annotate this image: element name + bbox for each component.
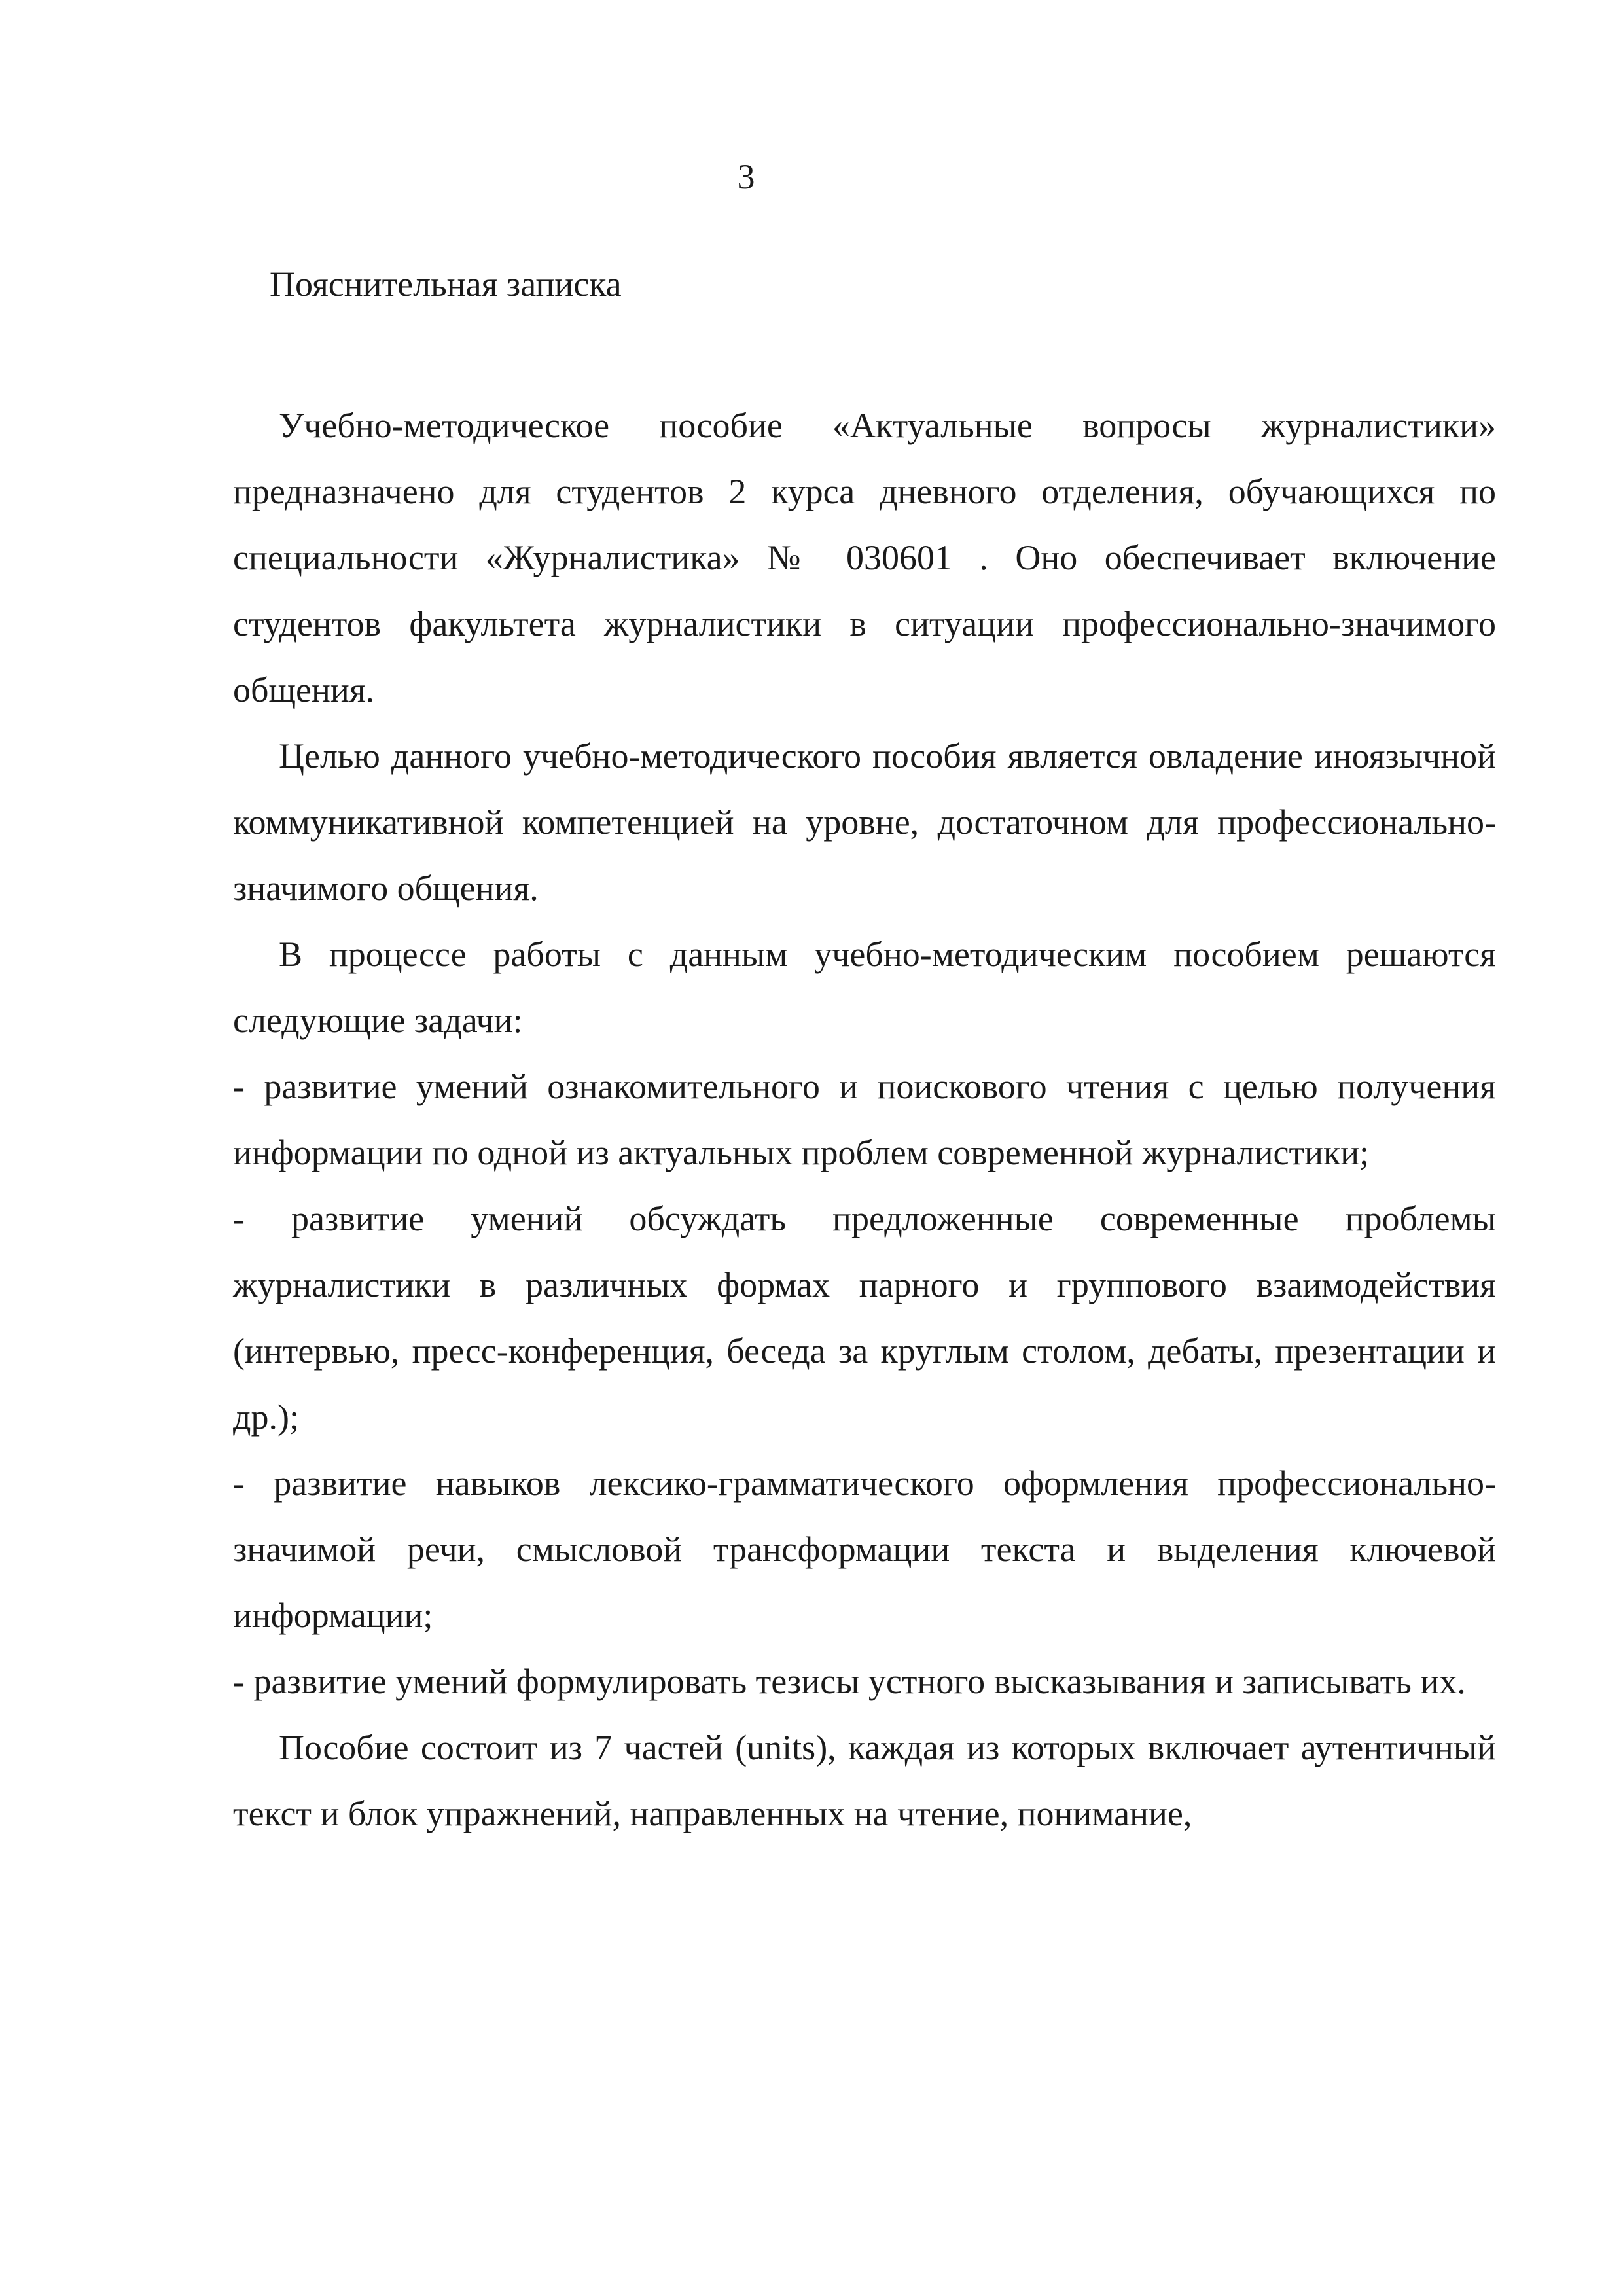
task-item: - развитие умений обсуждать предложенные современные проблемы журналистики в различных формах парного и группового взаимодействия (интервью, пресс-конференция, беседа за круглым столом, дебаты, презентации и др.); [233,1199,1496,1437]
task-item: - развитие умений формулировать тезисы устного высказывания и записывать их. [233,1662,1466,1701]
body-text [233,393,1496,1847]
page-number: 3 [737,157,755,196]
task-item: - развитие навыков лексико-грамматического оформления профессионально-значимой речи, смысловой трансформации текста и выделения ключевой информации; [233,1463,1496,1635]
paragraph-tasks-intro: В процессе работы с данным учебно-методическим пособием решаются следующие задачи: [233,935,1496,1040]
paragraph-structure: Пособие состоит из 7 частей (units), каждая из которых включает аутентичный текст и блок упражнений, направленных на чтение, понимание, [233,1728,1496,1833]
section-title: Пояснительная записка [270,264,622,304]
paragraph-goal: Целью данного учебно-методического пособия является овладение иноязычной коммуникативной компетенцией на уровне, достаточном для профессионально-значимого общения. [233,736,1496,908]
paragraph-intro: Учебно-методическое пособие «Актуальные вопросы журналистики» предназначено для студентов 2 курса дневного отделения, обучающихся по специальности «Журналистика» № 030601 . Оно обеспечивает включение студентов факультета журналистики в ситуации профессионально-значимого общения. [233,406,1496,709]
task-item: - развитие умений ознакомительного и поискового чтения с целью получения информации по одной из актуальных проблем современной журналистики; [233,1067,1496,1172]
